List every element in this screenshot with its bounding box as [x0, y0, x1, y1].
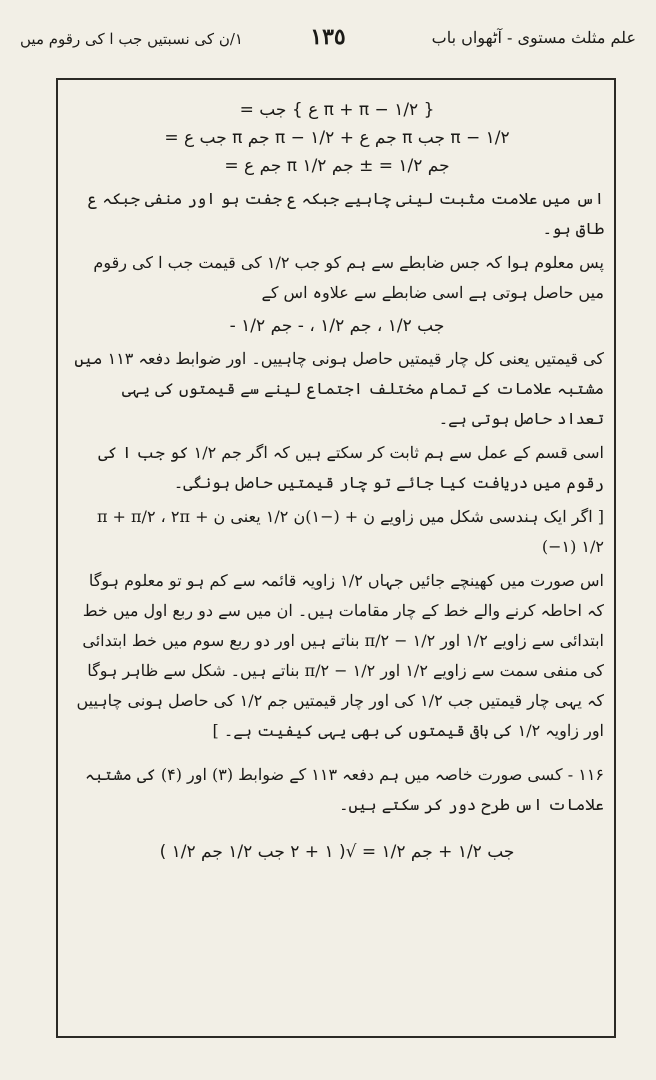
- section-116: ۱۱۶ - کسی صورت خاصہ میں ہم دفعہ ۱۱۳ کے ضوابط (۳) اور (۴) کی مشتبہ علامات اس طرح دور کر سکتے ہیں۔: [85, 765, 604, 814]
- paragraph-four-values: کی قیمتیں یعنی کل چار قیمتیں حاصل ہونی چاہییں۔ اور ضوابط دفعہ ۱۱۳ میں مشتبہ علامات کے تمام مختلف اجتماع لینے سے قیمتوں کی یہی تعداد حاصل ہوتی ہے۔: [74, 349, 604, 428]
- paragraph-cosine: اسی قسم کے عمل سے ہم ثابت کر سکتے ہیں کہ اگر جم ۱/۲ کو جب ا کی رقوم میں دریافت کیا جائے تو چار قیمتیں حاصل ہونگی۔: [98, 443, 604, 492]
- equation-4: - جب ۱/۲ ، جم ۱/۲ ، - جم ۱/۲: [229, 316, 445, 336]
- paragraph-sign-rule: اس میں علامت مثبت لینی چاہیے جبکہ ع جفت ہو اور منفی جبکہ ع طاق ہو۔: [87, 189, 604, 238]
- page-number: ١٣٥: [310, 24, 346, 50]
- paragraph-geometric-intro: [ اگر ایک ہندسی شکل میں زاویے ن + (−۱)ن ۱/۲ یعنی ن π + π/۲ ، ۲π + (−۱) ۱/۲: [96, 507, 604, 556]
- running-title: ۱/ن کی نسبتیں جب ا کی رقوم میں: [20, 30, 243, 48]
- equation-1: = جب { ع π + π − ۱/۲ }: [239, 100, 435, 120]
- equation-3: = جم ع π جم ۱/۲ = ± جم ۱/۲: [224, 156, 450, 176]
- equation-2: = جب ع π جم π − ۱/۲ + جم ع π جب π − ۱/۲: [164, 128, 510, 148]
- chapter-title: علم مثلث مستوی - آٹھواں باب: [431, 28, 636, 47]
- page-header: [20, 24, 636, 64]
- page-content: [70, 92, 604, 870]
- paragraph-conclusion: پس معلوم ہوا کہ جس ضابطے سے ہم کو جب ۱/۲ کی قیمت جب ا کی رقوم میں حاصل ہوتی ہے اسی ضابطے سے علاوہ اس کے: [93, 253, 604, 302]
- equation-5: جب ۱/۲ + جم ۱/۲ = √( ۱ + ۲ جب ۱/۲ جم ۱/۲ ): [159, 842, 515, 862]
- paragraph-geometric: اس صورت میں کھینچے جائیں جہاں ۱/۲ زاویہ قائمہ سے کم ہو تو معلوم ہوگا کہ احاطہ کرنے والے خط کے چار مقامات ہیں۔ ان میں سے دو ربع اول میں خط ابتدائی سے زاویے ۱/۲ اور π/۲ − ۱/۲ بناتے ہیں اور دو ربع سوم میں خط ابتدائی کی منفی سمت سے زاویے ۱/۲ اور π/۲ − ۱/۲ بناتے ہیں۔ شکل سے ظاہر ہوگا کہ یہی چار قیمتیں جب ۱/۲ کی اور چار قیمتیں جم ۱/۲ کی حاصل ہونی چاہییں اور زاویہ ۱/۲ کی باقی قیمتوں کی بھی یہی کیفیت ہے۔ ]: [76, 571, 604, 740]
